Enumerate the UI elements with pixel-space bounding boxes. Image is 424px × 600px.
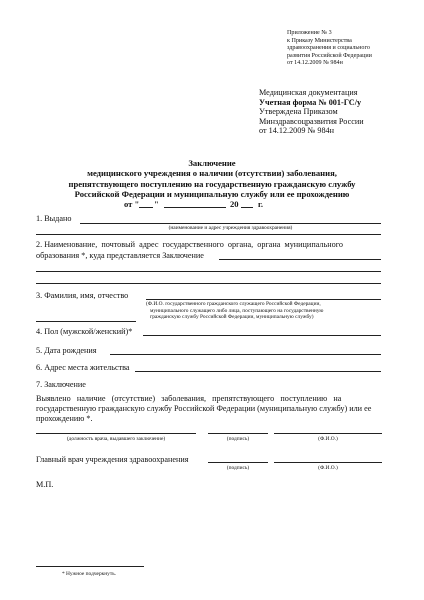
title-line4: Российской Федерации и муниципальную службу или ее прохождению [74, 189, 350, 200]
date-suffix: г. [258, 199, 264, 209]
annex-line: развития Российской Федерации [287, 52, 372, 59]
field3-line[interactable] [146, 299, 381, 300]
field7-text-line1: Выявлено наличие (отсутствие) заболевания, препятствующего поступлению на [36, 394, 342, 403]
field4-label: 4. Пол (мужской/женский)* [36, 327, 133, 336]
date-quote: " [154, 199, 159, 209]
footnote-divider [36, 566, 144, 567]
doc-header-line3: Утверждена Приказом [259, 107, 338, 117]
field3-hint [146, 301, 384, 321]
date-year-blank[interactable] [241, 207, 253, 208]
field2-input-line3[interactable] [36, 283, 381, 284]
chief-label: Главный врач учреждения здравоохранения [36, 455, 189, 464]
field1-line[interactable] [80, 223, 381, 224]
stamp-place: М.П. [36, 480, 54, 489]
title-line2: медицинского учреждения о наличии (отсутствии) заболевания, [87, 168, 337, 179]
doctor-fio-hint: (Ф.И.О.) [318, 436, 338, 442]
field6-label: 6. Адрес места жительства [36, 363, 130, 372]
date-month-blank[interactable] [164, 207, 226, 208]
field5-label: 5. Дата рождения [36, 346, 97, 355]
field3-hint-line3: гражданскую службу Российской Федерации, муниципальную службу) [150, 314, 314, 321]
doctor-sign-hint: (подпись) [226, 436, 250, 442]
field1-label: 1. Выдано [36, 214, 72, 223]
field3-label: 3. Фамилия, имя, отчество [36, 291, 129, 300]
field2-line2: образования *, куда представляется Заключение [36, 251, 204, 260]
date-year: 20 [230, 199, 239, 209]
field1-line2[interactable] [36, 234, 381, 235]
field3-hint-line1: (Ф.И.О. государственного гражданского служащего Российской Федерации, [146, 301, 321, 307]
doc-header-line5: от 14.12.2009 № 984н [259, 126, 335, 136]
annex-line: от 14.12.2009 № 984н [287, 60, 343, 67]
annex-line: Приложение № 3 [287, 30, 332, 36]
annex-line: здравоохранения и социального [287, 45, 370, 52]
doc-header [259, 88, 409, 136]
chief-sign-hint: (подпись) [226, 465, 250, 471]
annex-block [287, 30, 407, 68]
field7-label: 7. Заключение [36, 380, 86, 389]
field3-hint-line2: муниципального служащего либо лица, поступающего на государственную [150, 307, 324, 314]
doctor-position-hint: (должность врача, выдавшего заключение) [66, 436, 166, 442]
field2-input-line2[interactable] [36, 271, 381, 272]
field7-text-line3: прохождению *. [36, 414, 93, 423]
field2-line1: 2. Наименование, почтовый адрес государственного органа, органа муниципального [36, 240, 343, 249]
field2-input-line1[interactable] [219, 259, 381, 260]
doc-header-line1: Медицинская документация [259, 88, 358, 97]
doc-header-form: Учетная форма № 001-ГС/у [259, 97, 362, 107]
field3-side-line[interactable] [36, 321, 136, 322]
date-prefix: от " [124, 199, 140, 209]
chief-fio-hint: (Ф.И.О.) [318, 465, 338, 471]
field1-hint: (наименование и адрес учреждения здравоохранения) [168, 225, 293, 231]
footnote-text: * Нужное подчеркнуть. [62, 571, 116, 577]
field4-line[interactable] [143, 335, 381, 336]
title-line3: препятствующего поступлению на государственную гражданскую службу [68, 178, 356, 189]
doctor-sign-line[interactable] [208, 433, 268, 434]
doctor-fio-line[interactable] [274, 433, 382, 434]
annex-line: к Приказу Министерства [287, 37, 352, 44]
field7-text [36, 394, 381, 424]
field5-line[interactable] [110, 354, 381, 355]
title-line1: Заключение [188, 158, 236, 168]
doctor-position-line[interactable] [36, 433, 196, 434]
date-day-blank[interactable] [139, 207, 153, 208]
chief-fio-line[interactable] [274, 462, 382, 463]
document-title [40, 158, 384, 200]
chief-sign-line[interactable] [208, 462, 268, 463]
field6-line[interactable] [135, 371, 381, 372]
field7-text-line2: государственную гражданскую службу Российской Федерации (муниципальную службу) или ее [36, 404, 372, 413]
doc-header-line4: Минздравсоцразвития России [259, 116, 364, 126]
